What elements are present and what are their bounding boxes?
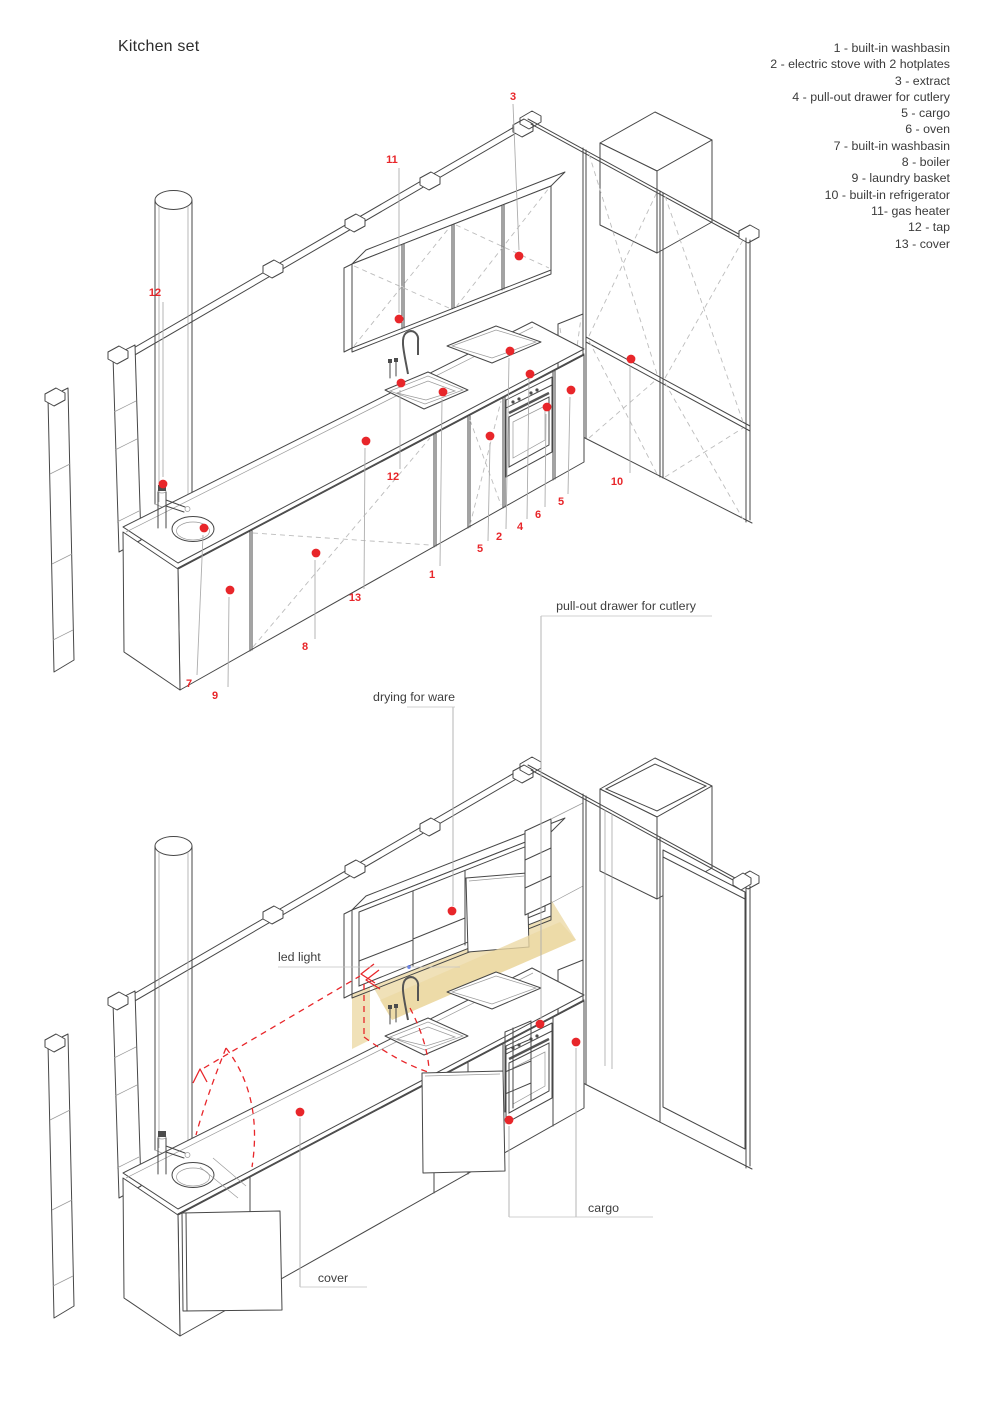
oven-knob [535, 1034, 538, 1037]
callout-dot-washbasin [439, 388, 448, 397]
kitchen-axonometry-bottom [45, 599, 759, 1336]
callout-number: 4 [516, 521, 524, 533]
oven-knob [517, 397, 520, 400]
oven-knob [529, 391, 532, 394]
legend-item: 4 - pull-out drawer for cutlery [792, 89, 950, 104]
label-pullout-drawer: pull-out drawer for cutlery [556, 599, 696, 613]
callout-dot-washbasin-left [200, 524, 209, 533]
callout-dot-extract [515, 252, 524, 261]
callout-dot-tap [397, 379, 406, 388]
callout-dot-cargo-right [567, 386, 576, 395]
oven-knob [511, 400, 514, 403]
callout-number: 9 [211, 690, 219, 702]
callout-dot-refrigerator [627, 355, 636, 364]
callout-number: 7 [185, 678, 193, 690]
legend-item: 12 - tap [907, 220, 950, 235]
dot-cover [296, 1108, 305, 1117]
legend-item: 3 - extract [894, 73, 950, 88]
dot-cargo-tall [572, 1038, 581, 1047]
callout-number: 11 [386, 154, 398, 166]
legend-item: 2 - electric stove with 2 hotplates [770, 57, 950, 72]
dot-drying-for-ware [448, 907, 457, 916]
callout-number: 2 [495, 531, 503, 543]
callout-dot-oven [543, 403, 552, 412]
callout-dot-laundry [226, 586, 235, 595]
callout-dot-cargo-left [486, 432, 495, 441]
callout-dot-boiler [312, 549, 321, 558]
legend-item: 6 - oven [905, 122, 950, 137]
callout-number: 12 [386, 471, 400, 483]
callout-number: 12 [148, 287, 162, 299]
dot-cargo-pullout [505, 1116, 514, 1125]
swing-arrow-icon [193, 1069, 207, 1083]
legend-item: 9 - laundry basket [851, 171, 950, 186]
callout-number: 3 [509, 91, 517, 103]
callout-number: 5 [476, 543, 484, 555]
callout-dot-drawer [526, 370, 535, 379]
callout-number: 6 [534, 509, 542, 521]
legend-item: 8 - boiler [901, 155, 950, 170]
legend-item: 5 - cargo [901, 106, 950, 121]
legend-item: 1 - built-in washbasin [833, 41, 950, 55]
gas-pipe [155, 837, 192, 1158]
callout-dot-gas-heater [395, 315, 404, 324]
corner-shelf [525, 819, 551, 915]
open-cover-door-left [182, 1211, 282, 1311]
callout-dot-cover [362, 437, 371, 446]
open-cover-door-mid [422, 1071, 505, 1173]
callout-number: 5 [557, 496, 565, 508]
label-drying: drying for ware [373, 690, 455, 704]
faucet [403, 331, 418, 374]
legend-item: 13 - cover [894, 236, 950, 251]
label-cargo: cargo [588, 1201, 619, 1215]
label-cover: cover [317, 1271, 349, 1285]
page-title: Kitchen set [118, 38, 200, 55]
callout-dot-stove [506, 347, 515, 356]
legend-item: 10 - built-in refrigerator [824, 187, 950, 202]
oven-knob [535, 388, 538, 391]
gas-pipe [155, 191, 192, 512]
callout-number: 1 [428, 569, 436, 581]
callout-number: 10 [610, 476, 624, 488]
extract-duct [600, 112, 712, 253]
legend-item: 11- gas heater [871, 203, 950, 218]
dot-pullout-drawer [536, 1020, 545, 1029]
washbasin-hole [172, 1163, 214, 1188]
callout-dot-tap-left [159, 480, 168, 489]
callout-number: 8 [301, 641, 309, 653]
callout-number: 13 [348, 592, 362, 604]
open-refrigerator-door [663, 850, 745, 1149]
legend-item: 7 - built-in washbasin [833, 138, 950, 153]
label-led-light: led light [278, 950, 321, 964]
